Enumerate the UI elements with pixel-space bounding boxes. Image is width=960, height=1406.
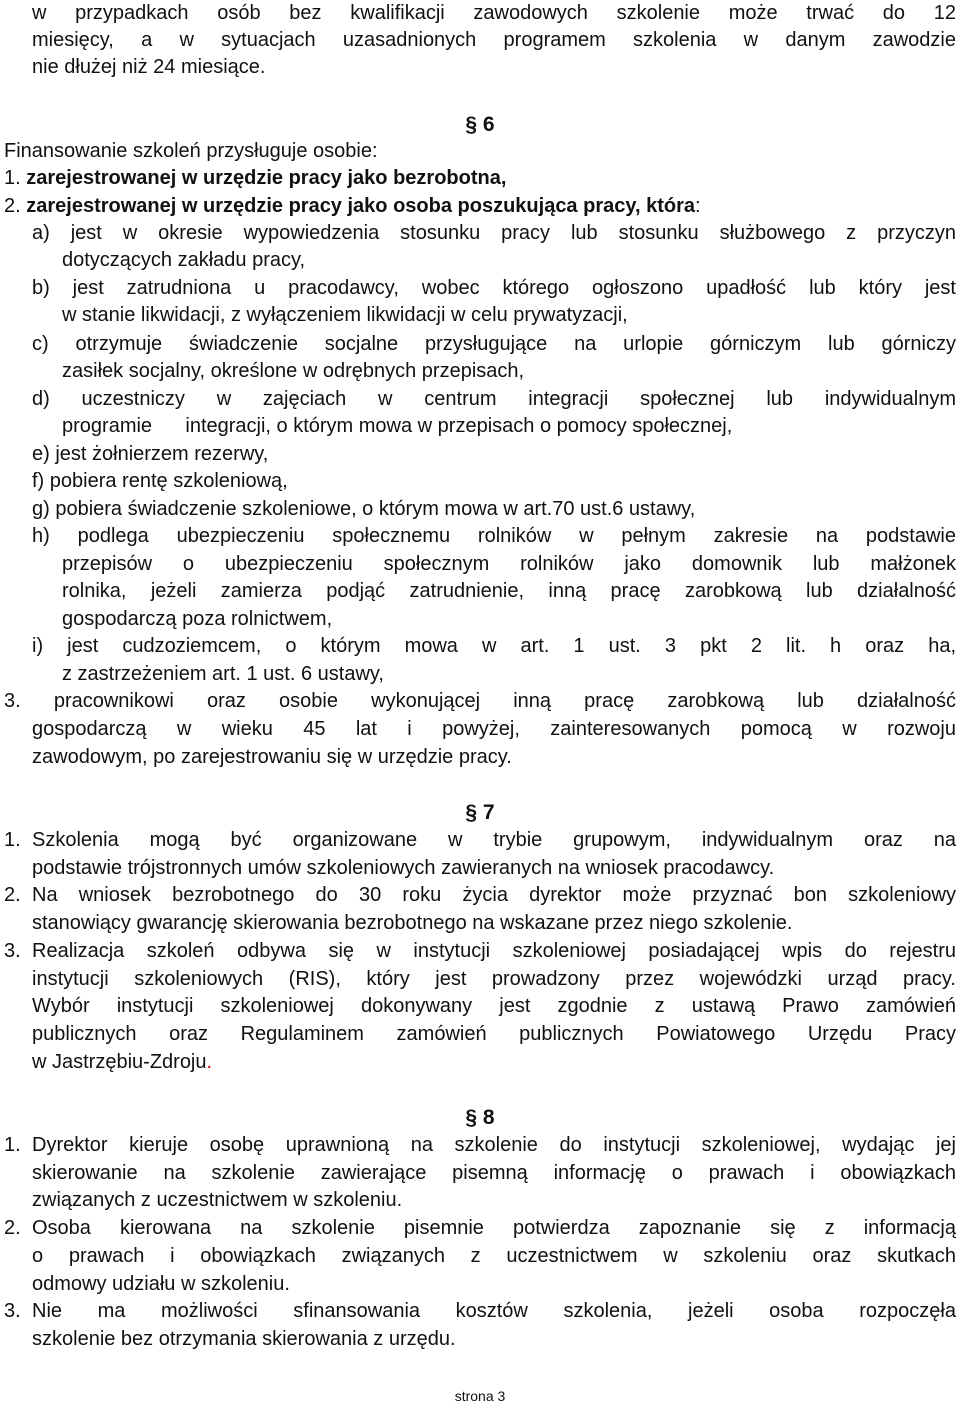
- s8-point-2-line-2: o prawach i obowiązkach związanych z uczestnictwem w szkoleniu oraz skutkach: [32, 1245, 956, 1267]
- s8-point-1-num: 1.: [4, 1134, 21, 1156]
- intro-line-2: miesięcy, a w sytuacjach uzasadnionych programem szkolenia w danym zawodzie: [32, 29, 956, 51]
- s6-point-3-line-3: zawodowym, po zarejestrowaniu się w urzędzie pracy.: [32, 746, 512, 768]
- s8-point-1-line-1: Dyrektor kieruje osobę uprawnioną na szkolenie do instytucji szkoleniowej, wydając jej: [32, 1134, 956, 1156]
- s6-item-e: e) jest żołnierzem rezerwy,: [32, 443, 269, 465]
- s6-item-a-line-1: a) jest w okresie wypowiedzenia stosunku pracy lub stosunku służbowego z przyczyn: [32, 222, 956, 244]
- s8-point-2-line-1: Osoba kierowana na szkolenie pisemnie potwierdza zapoznanie się z informacją: [32, 1217, 956, 1239]
- s7-point-3-num: 3.: [4, 940, 21, 962]
- s6-item-h-line-2: przepisów o ubezpieczeniu społecznym rolników jako domownik lub małżonek: [62, 553, 956, 575]
- section-7-heading: § 7: [465, 801, 495, 824]
- s6-point-3-line-2: gospodarczą w wieku 45 lat i powyżej, zainteresowanych pomocą w rozwoju: [32, 718, 956, 740]
- s7-point-2-line-2: stanowiący gwarancję skierowania bezrobotnego na wskazane przez niego szkolenie.: [32, 912, 793, 934]
- s7-point-3-line-5: w Jastrzębiu-Zdroju.: [32, 1051, 213, 1073]
- s6-point-2: 2. zarejestrowanej w urzędzie pracy jako osoba poszukująca pracy, która:: [4, 195, 701, 217]
- s6-item-h-line-4: gospodarczą poza rolnictwem,: [62, 608, 333, 630]
- s7-point-1-num: 1.: [4, 829, 21, 851]
- s6-point-3-line-1: 3. pracownikowi oraz osobie wykonującej inną pracę zarobkową lub działalność: [4, 690, 956, 712]
- s6-item-d-line-2: programie integracji, o którym mowa w przepisach o pomocy społecznej,: [62, 415, 733, 437]
- s6-point-1: 1. zarejestrowanej w urzędzie pracy jako bezrobotna,: [4, 167, 507, 189]
- s6-item-i-line-2: z zastrzeżeniem art. 1 ust. 6 ustawy,: [62, 663, 384, 685]
- s8-point-1-line-3: związanych z uczestnictwem w szkoleniu.: [32, 1189, 403, 1211]
- s7-point-1-line-1: Szkolenia mogą być organizowane w trybie grupowym, indywidualnym oraz na: [32, 829, 956, 851]
- s6-item-c-line-2: zasiłek socjalny, określone w odrębnych przepisach,: [62, 360, 525, 382]
- s7-point-3-line-4: publicznych oraz Regulaminem zamówień publicznych Powiatowego Urzędu Pracy: [32, 1023, 956, 1045]
- s7-point-3-line-2: instytucji szkoleniowych (RIS), który jest prowadzony przez wojewódzki urząd pracy.: [32, 968, 956, 990]
- red-edit-mark: .: [206, 1051, 213, 1073]
- s8-point-2-line-3: odmowy udziału w szkoleniu.: [32, 1273, 290, 1295]
- section-6-lead: Finansowanie szkoleń przysługuje osobie:: [4, 140, 378, 162]
- s7-point-3-line-1: Realizacja szkoleń odbywa się w instytucji szkoleniowej posiadającej wpis do rejestru: [32, 940, 956, 962]
- s7-point-2-num: 2.: [4, 884, 21, 906]
- s7-point-2-line-1: Na wniosek bezrobotnego do 30 roku życia dyrektor może przyznać bon szkoleniowy: [32, 884, 956, 906]
- s8-point-3-line-2: szkolenie bez otrzymania skierowania z urzędu.: [32, 1328, 456, 1350]
- s8-point-1-line-2: skierowanie na szkolenie zawierające pisemną informację o prawach i obowiązkach: [32, 1162, 956, 1184]
- s7-point-1-line-2: podstawie trójstronnych umów szkoleniowych zawieranych na wniosek pracodawcy.: [32, 857, 775, 879]
- s6-item-d-line-1: d) uczestniczy w zajęciach w centrum integracji społecznej lub indywidualnym: [32, 388, 956, 410]
- s6-item-h-line-1: h) podlega ubezpieczeniu społecznemu rolników w pełnym zakresie na podstawie: [32, 525, 956, 547]
- s6-item-f: f) pobiera rentę szkoleniową,: [32, 470, 288, 492]
- s8-point-2-num: 2.: [4, 1217, 21, 1239]
- s6-item-h-line-3: rolnika, jeżeli zamierza podjąć zatrudnienie, inną pracę zarobkową lub działalność: [62, 580, 956, 602]
- s6-item-a-line-2: dotyczących zakładu pracy,: [62, 249, 306, 271]
- intro-line-1: w przypadkach osób bez kwalifikacji zawodowych szkolenie może trwać do 12: [32, 2, 956, 24]
- section-8-heading: § 8: [465, 1106, 495, 1129]
- s7-point-3-line-3: Wybór instytucji szkoleniowej dokonywany jest zgodnie z ustawą Prawo zamówień: [32, 995, 956, 1017]
- s6-item-c-line-1: c) otrzymuje świadczenie socjalne przysługujące na urlopie górniczym lub górniczy: [32, 333, 956, 355]
- intro-line-3: nie dłużej niż 24 miesiące.: [32, 56, 266, 78]
- s6-item-i-line-1: i) jest cudzoziemcem, o którym mowa w art. 1 ust. 3 pkt 2 lit. h oraz ha,: [32, 635, 956, 657]
- page-number-footer: strona 3: [454, 1388, 506, 1404]
- s6-item-b-line-1: b) jest zatrudniona u pracodawcy, wobec którego ogłoszono upadłość lub który jest: [32, 277, 956, 299]
- s6-item-g: g) pobiera świadczenie szkoleniowe, o którym mowa w art.70 ust.6 ustawy,: [32, 498, 696, 520]
- section-6-heading: § 6: [465, 113, 495, 136]
- s8-point-3-num: 3.: [4, 1300, 21, 1322]
- s8-point-3-line-1: Nie ma możliwości sfinansowania kosztów szkolenia, jeżeli osoba rozpoczęła: [32, 1300, 956, 1322]
- s6-item-b-line-2: w stanie likwidacji, z wyłączeniem likwidacji w celu prywatyzacji,: [62, 304, 628, 326]
